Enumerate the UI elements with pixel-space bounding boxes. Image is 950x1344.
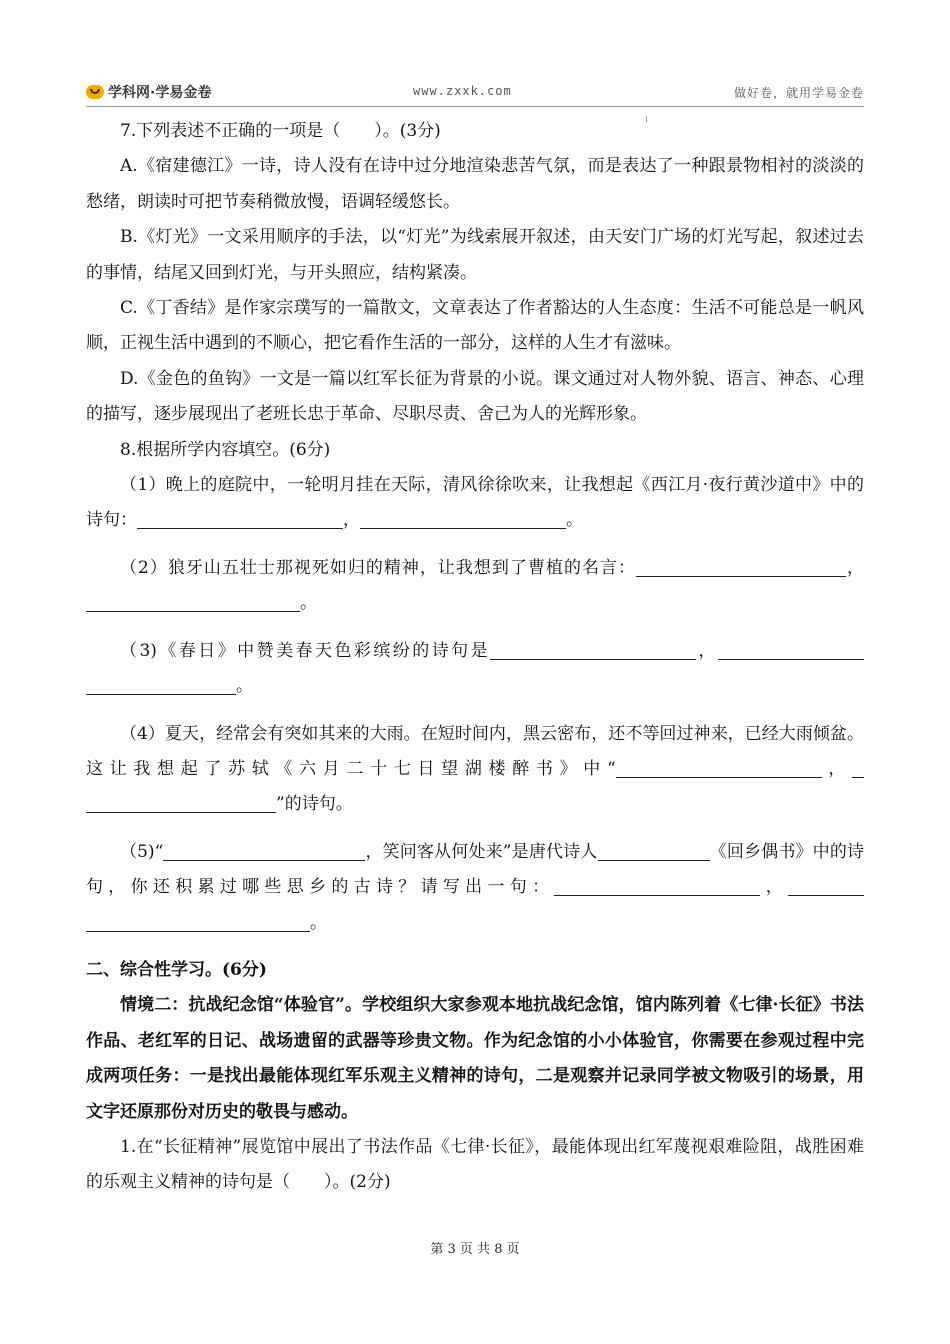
question-8-item-1	[86, 468, 864, 539]
item-5-question: 《回乡偶书》中的诗句，你还积累过哪些思乡的古诗？请写出一句：	[86, 841, 864, 898]
comma: ，	[696, 640, 719, 661]
comma: ，	[760, 877, 788, 898]
answer-blank[interactable]	[360, 508, 566, 529]
page-content	[86, 114, 864, 1201]
header-slogan: 做好卷，就用学易金卷	[733, 86, 864, 100]
comma: ，	[845, 557, 864, 578]
period: 。	[236, 676, 253, 697]
answer-blank[interactable]	[137, 508, 343, 529]
section-2-scenario: 情境二：抗战纪念馆“体验官”。学校组织大家参观本地抗战纪念馆，馆内陈列着《七律·长征》书法作品、老红军的日记、战场遗留的武器等珍贵文物。作为纪念馆的小小体验官，你需要在参观过程中完成两项任务：一是找出最能体现红军乐观主义精神的诗句，二是观察并记录同学被文物吸引的场景，用文字还原那份对历史的敬畏与感动。	[86, 995, 864, 1122]
question-8-item-2	[86, 551, 864, 622]
question-8-item-3	[86, 634, 864, 705]
comma: ，	[821, 758, 852, 779]
section-2-heading: 二、综合性学习。(6分)	[86, 959, 267, 980]
question-8-stem: 8.根据所学内容填空。(6分)	[120, 439, 331, 460]
item-2-text: （2）狼牙山五壮士那视死如归的精神，让我想到了曹植的名言：	[120, 557, 636, 578]
answer-blank[interactable]	[636, 556, 832, 577]
answer-blank[interactable]	[788, 875, 864, 896]
section-2-question-1: 1.在“长征精神”展览馆中展出了书法作品《七律·长征》，最能体现出红军蔑视艰难险阻，战胜困难的乐观主义精神的诗句是（ ）。(2分)	[86, 1136, 864, 1193]
question-7-option-c: C.《丁香结》是作家宗璞写的一篇散文，文章表达了作者豁达的人生态度：生活不可能总是一帆风顺，正视生活中遇到的不顺心，把它看作生活的一部分，这样的人生才有滋味。	[86, 298, 864, 354]
item-3-text: （3)《春日》中赞美春天色彩缤纷的诗句是	[120, 640, 491, 661]
question-7-option-b: B.《灯光》一文采用顺序的手法，以“灯光”为线索展开叙述，由天安门广场的灯光写起，叙述过去的事情，结尾又回到灯光，与开头照应，结构紧凑。	[86, 227, 864, 283]
item-4-ending: ”的诗句。	[276, 794, 353, 815]
question-7-stem: 7.下列表述不正确的一项是（ ）。(3分)	[120, 121, 441, 141]
question-8-item-5	[86, 835, 864, 941]
item-5-open: （5)“	[120, 841, 164, 862]
answer-blank[interactable]	[163, 840, 365, 861]
site-url: www.zxxk.com	[413, 84, 512, 98]
period: 。	[566, 510, 583, 531]
page-number: 第 3 页 共 8 页	[430, 1242, 520, 1257]
period: 。	[310, 912, 327, 933]
question-7-option-a: A.《宿建德江》一诗，诗人没有在诗中过分地渲染悲苦气氛，而是表达了一种跟景物相衬的淡淡的愁绪，朗读时可把节奏稍微放慢，语调轻缓悠长。	[86, 156, 864, 212]
answer-blank[interactable]	[490, 639, 696, 660]
page-header	[86, 80, 864, 106]
header-divider	[86, 106, 864, 107]
logo-text: 学科网·学易金卷	[108, 85, 212, 101]
answer-blank[interactable]	[852, 757, 864, 778]
question-7-option-d: D.《金色的鱼钩》一文是一篇以红军长征为背景的小说。课文通过对人物外貌、语言、神态、心理的描写，逐步展现出了老班长忠于革命、尽职尽责、舍己为人的光辉形象。	[86, 368, 864, 425]
graduation-cap-icon	[86, 85, 104, 99]
answer-blank-continued[interactable]	[86, 911, 310, 932]
item-4-text: （4）夏天，经常会有突如其来的大雨。在短时间内，黑云密布，还不等回过神来，已经大雨倾盆。这让我想起了苏轼《六月二十七日望湖楼醉书》中“	[86, 723, 864, 779]
answer-blank[interactable]	[598, 840, 710, 861]
answer-blank-continued[interactable]	[86, 792, 276, 813]
item-1-text: （1）晚上的庭院中，一轮明月挂在天际，清风徐徐吹来，让我想起《西江月·夜行黄沙道中》中的诗句：	[86, 475, 864, 531]
answer-blank[interactable]	[554, 875, 760, 896]
item-5-text: ，笑问客从何处来”是唐代诗人	[365, 841, 598, 862]
answer-blank[interactable]	[86, 591, 300, 612]
answer-blank-continued[interactable]	[86, 674, 236, 695]
answer-blank[interactable]	[616, 757, 822, 778]
answer-blank[interactable]	[718, 639, 864, 660]
question-8-item-4	[86, 717, 864, 823]
answer-blank-continued[interactable]	[832, 556, 846, 577]
period: 。	[300, 593, 317, 614]
comma: ，	[343, 510, 360, 531]
site-logo	[86, 82, 211, 102]
